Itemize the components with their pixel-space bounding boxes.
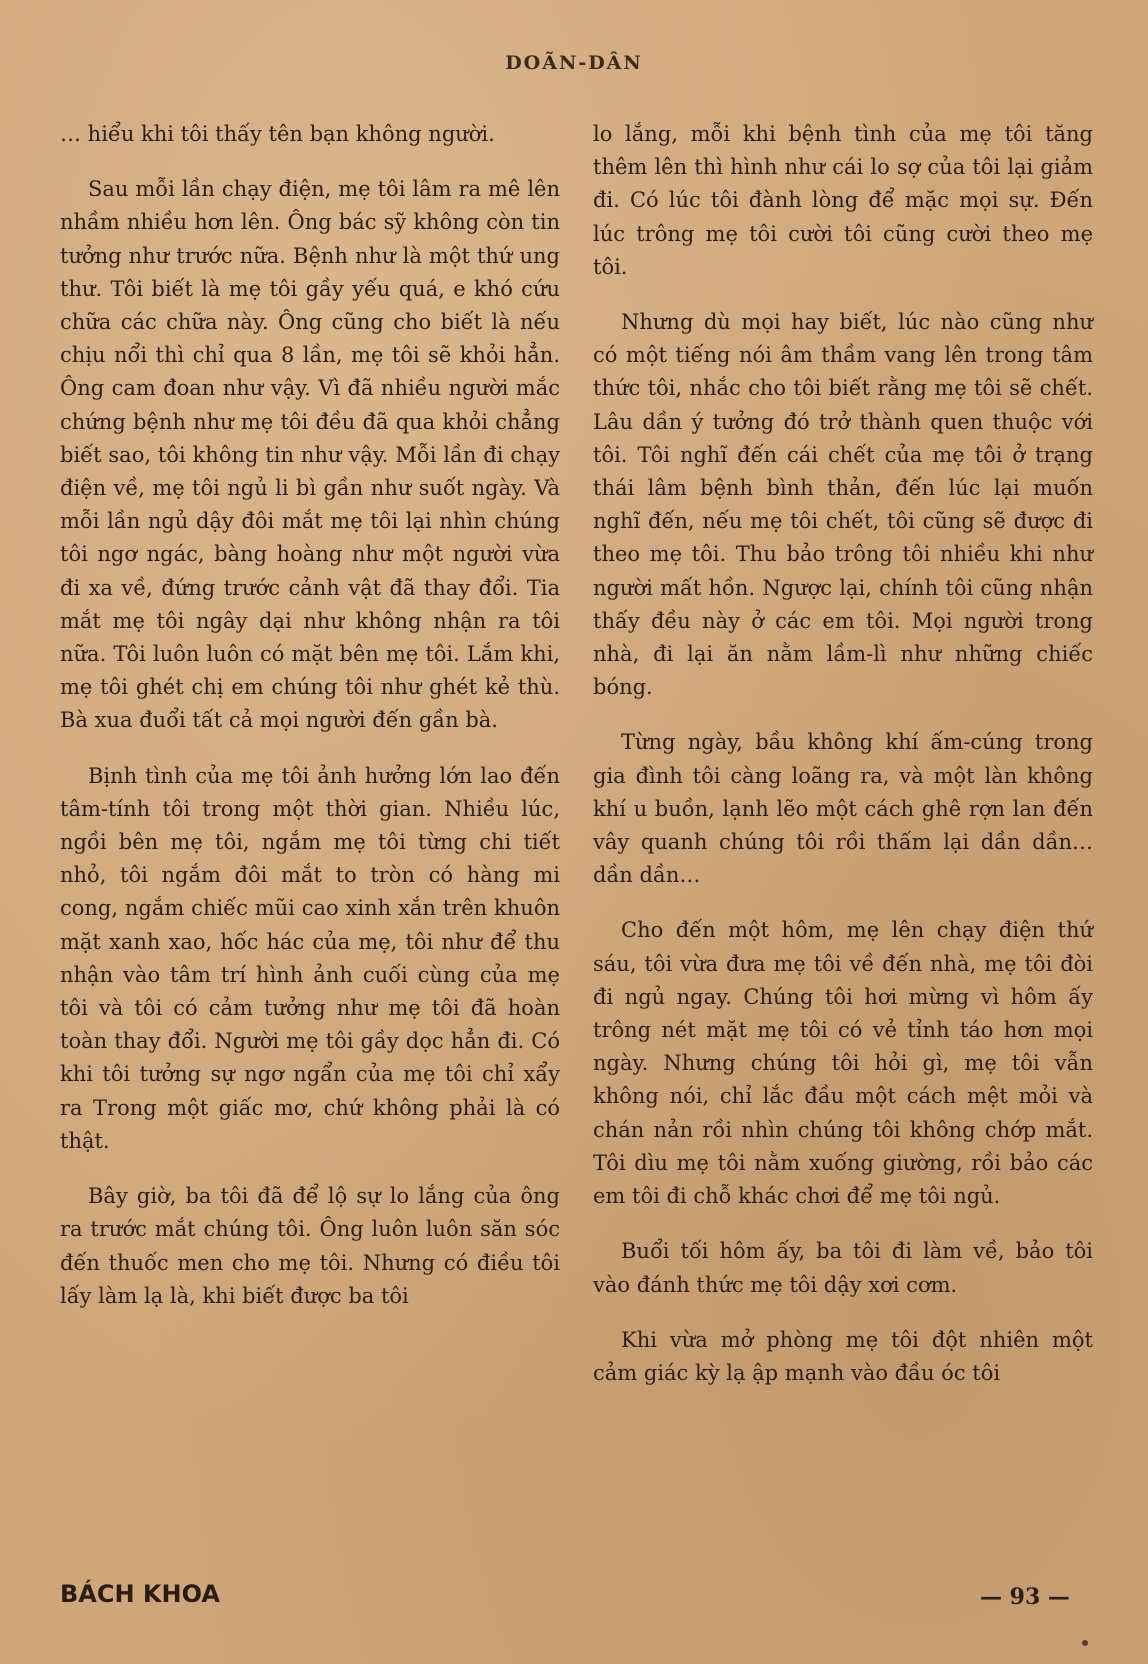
paragraph: lo lắng, mỗi khi bệnh tình của mẹ tôi tăng thêm lên thì hình như cái lo sợ của tôi lại giảm đi. Có lúc tôi đành lòng để mặc mọi sự. Đến lúc trông mẹ tôi cười tôi cũng cười theo mẹ tôi. [593,122,1093,279]
paragraph: Sau mỗi lần chạy điện, mẹ tôi lâm ra mê lên nhầm nhiều hơn lên. Ông bác sỹ không còn tin tưởng như trước nữa. Bệnh như là một thứ ung thư. Tôi biết là mẹ tôi gầy yếu quá, e khó cứu chữa các chữa này. Ông cũng cho biết là nếu chịu nổi thì chỉ qua 8 lần, mẹ tôi sẽ khỏi hẳn. Ông cam đoan như vậy. Vì đã nhiều người mắc chứng bệnh như mẹ tôi đều đã qua khỏi chẳng biết sao, tôi không tin như vậy. Mỗi lần đi chạy điện về, mẹ tôi ngủ li bì gần như suốt ngày. Và mỗi lần ngủ dậy đôi mắt mẹ tôi lại nhìn chúng tôi ngơ ngác, bàng hoàng như một người vừa đi xa về, đứng trước cảnh vật đã thay đổi. Tia mắt mẹ tôi ngây dại như không nhận ra tôi nữa. Tôi luôn luôn có mặt bên mẹ tôi. Lắm khi, mẹ tôi ghét chị em chúng tôi như ghét kẻ thù. Bà xua đuổi tất cả mọi người đến gần bà. [60,177,560,733]
paragraph: … hiểu khi tôi thấy tên bạn không người. [60,122,495,146]
magazine-name: BÁCH KHOA [60,1580,220,1608]
running-title: DOÃN-DÂN [505,52,643,74]
paragraph: Cho đến một hôm, mẹ lên chạy điện thứ sáu, tôi vừa đưa mẹ tôi về đến nhà, mẹ tôi đòi đi ngủ ngay. Chúng tôi hơi mừng vì hôm ấy trông nét mặt mẹ tôi có vẻ tỉnh táo hơn mọi ngày. Nhưng chúng tôi hỏi gì, mẹ tôi vẫn không nói, chỉ lắc đầu một cách mệt mỏi và chán nản rồi nhìn chúng tôi không chớp mắt. Tôi dìu mẹ tôi nằm xuống giường, rồi bảo các em tôi đi chỗ khác chơi để mẹ tôi ngủ. [593,918,1093,1209]
paragraph: Bịnh tình của mẹ tôi ảnh hưởng lớn lao đến tâm-tính tôi trong một thời gian. Nhiều lúc, ngồi bên mẹ tôi, ngắm mẹ tôi từng chi tiết nhỏ, tôi ngắm đôi mắt to tròn có hàng mi cong, ngắm chiếc mũi cao xinh xắn trên khuôn mặt xanh xao, hốc hác của mẹ, tôi như để thu nhận vào tâm trí hình ảnh cuối cùng của mẹ tôi và tôi có cảm tưởng như mẹ tôi đã hoàn toàn thay đổi. Người mẹ tôi gầy dọc hẳn đi. Có khi tôi tưởng sự ngơ ngẩn của mẹ tôi chỉ xẩy ra Trong một giấc mơ, chứ không phải là có thật. [60,763,560,1153]
paragraph: Từng ngày, bầu không khí ấm-cúng trong gia đình tôi càng loãng ra, và một làn không khí u buồn, lạnh lẽo một cách ghê rợn lan đến vây quanh chúng tôi rồi thấm lại dần dần… dần dần… [593,730,1093,888]
paragraph: Nhưng dù mọi hay biết, lúc nào cũng như có một tiếng nói âm thầm vang lên trong tâm thức tôi, nhắc cho tôi biết rằng mẹ tôi sẽ chết. Lâu dần ý tưởng đó trở thành quen thuộc với tôi. Tôi nghĩ đến cái chết của mẹ tôi ở trạng thái lâm bệnh bình thản, đến lúc lại muốn nghĩ đến, nếu mẹ tôi chết, tôi cũng sẽ được đi theo mẹ tôi. Thu bảo trông tôi nhiều khi như người mất hồn. Ngược lại, chính tôi cũng nhận thấy đều này ở các em tôi. Mọi người trong nhà, đi lại ăn nằm lầm-lì như những chiếc bóng. [593,310,1093,700]
paragraph: Khi vừa mở phòng mẹ tôi đột nhiên một cảm giác kỳ lạ ập mạnh vào đầu óc tôi [593,1327,1093,1385]
page-number: — 93 — [980,1584,1070,1610]
left-column [60,118,560,1335]
paragraph: Bây giờ, ba tôi đã để lộ sự lo lắng của ông ra trước mắt chúng tôi. Ông luôn luôn săn sóc đến thuốc men cho mẹ tôi. Nhưng có điều tôi lấy làm lạ là, khi biết được ba tôi [60,1184,560,1308]
right-column [593,118,1093,1412]
paragraph: Buổi tối hôm ấy, ba tôi đi làm về, bảo tôi vào đánh thức mẹ tôi dậy xơi cơm. [593,1239,1093,1297]
ink-dot [1082,1640,1088,1646]
